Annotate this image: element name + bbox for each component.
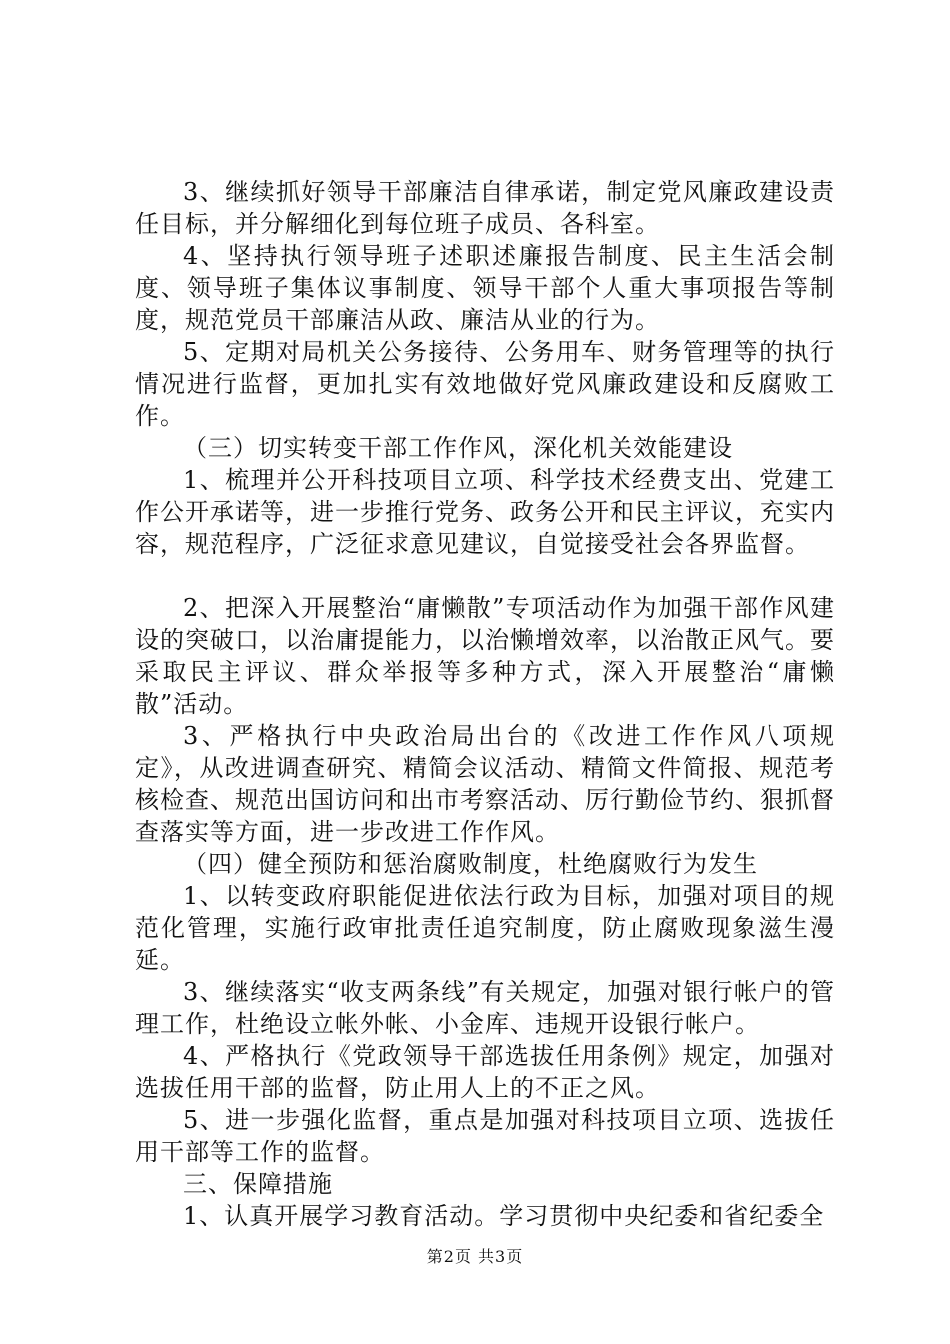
- paragraph-11: 1、认真开展学习教育活动。学习贯彻中央纪委和省纪委全: [183, 1202, 825, 1230]
- paragraph-4: 1、梳理并公开科技项目立项、科学技术经费支出、党建工作公开承诺等，进一步推行党务、政务公开和民主评议，充实内容，规范程序，广泛征求意见建议，自觉接受社会各界监督。: [135, 466, 835, 558]
- page-footer: 第2页 共3页: [426, 1247, 524, 1266]
- section-heading-4: （四）健全预防和惩治腐败制度，杜绝腐败行为发生: [183, 850, 758, 878]
- paragraph-5: 2、把深入开展整治“庸懒散”专项活动作为加强干部作风建设的突破口，以治庸提能力，以治懒增效率，以治散正风气。要采取民主评议、群众举报等多种方式，深入开展整治“庸懒散”活动。: [135, 594, 835, 718]
- paragraph-9: 4、严格执行《党政领导干部选拔任用条例》规定，加强对选拔任用干部的监督，防止用人上的不正之风。: [135, 1042, 835, 1102]
- paragraph-10: 5、进一步强化监督，重点是加强对科技项目立项、选拔任用干部等工作的监督。: [135, 1106, 835, 1166]
- paragraph-8: 3、继续落实“收支两条线”有关规定，加强对银行帐户的管理工作，杜绝设立帐外帐、小金库、违规开设银行帐户。: [135, 978, 835, 1038]
- section-heading-3: （三）切实转变干部工作作风，深化机关效能建设: [183, 434, 733, 462]
- section-heading-safeguards: 三、保障措施: [183, 1170, 333, 1198]
- paragraph-2: 4、坚持执行领导班子述职述廉报告制度、民主生活会制度、领导班子集体议事制度、领导干部个人重大事项报告等制度，规范党员干部廉洁从政、廉洁从业的行为。: [135, 242, 835, 334]
- paragraph-1: 3、继续抓好领导干部廉洁自律承诺，制定党风廉政建设责任目标，并分解细化到每位班子成员、各科室。: [135, 178, 835, 238]
- paragraph-6: 3、严格执行中央政治局出台的《改进工作作风八项规定》，从改进调查研究、精简会议活动、精简文件简报、规范考核检查、规范出国访问和出市考察活动、厉行勤俭节约、狠抓督查落实等方面，进一步改进工作作风。: [135, 722, 835, 846]
- document-body: [135, 176, 835, 1232]
- paragraph-3: 5、定期对局机关公务接待、公务用车、财务管理等的执行情况进行监督，更加扎实有效地做好党风廉政建设和反腐败工作。: [135, 338, 835, 430]
- blank-line: [135, 560, 835, 592]
- paragraph-7: 1、以转变政府职能促进依法行政为目标，加强对项目的规范化管理，实施行政审批责任追究制度，防止腐败现象滋生漫延。: [135, 882, 835, 974]
